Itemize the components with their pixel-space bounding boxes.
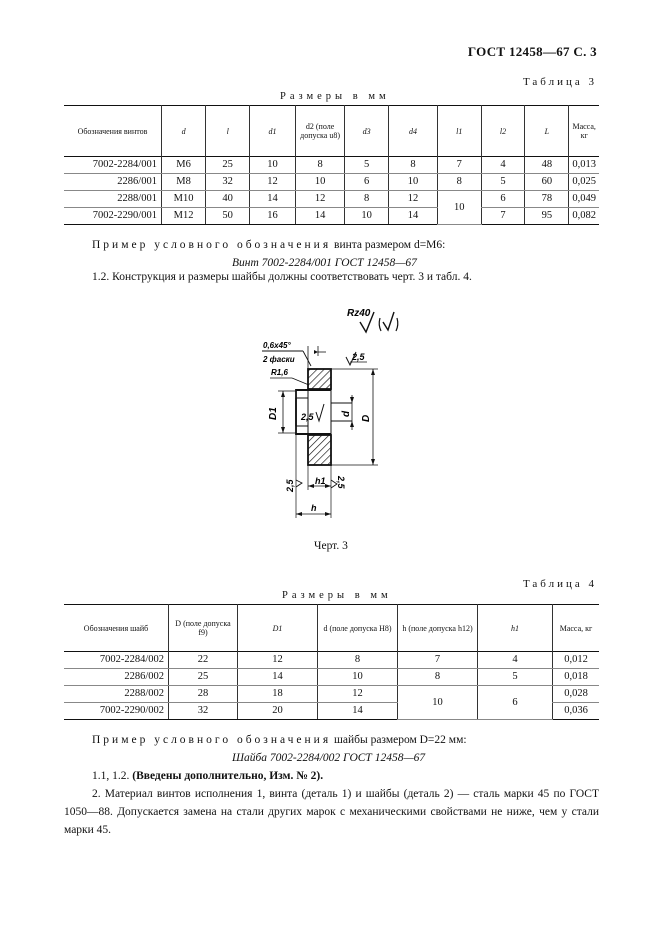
cell: 7 — [481, 208, 525, 225]
table3-col-8: l2 — [481, 106, 525, 157]
cell: 0,049 — [569, 191, 599, 208]
paren-left-icon — [379, 318, 381, 331]
cell: 20 — [238, 703, 318, 720]
table4-col-0: Обозначения шайб — [83, 623, 149, 633]
cell: 0,028 — [553, 686, 600, 703]
cell: 60 — [525, 174, 569, 191]
inner-roughness-label: 2,5 — [301, 412, 314, 422]
example2-rest: шайбы размером D=22 мм: — [334, 734, 467, 746]
cell: 10 — [295, 174, 344, 191]
table-row — [64, 669, 599, 686]
cell: 14 — [295, 208, 344, 225]
dim-d: d — [341, 410, 352, 417]
table4-col-6: Масса, кг — [553, 605, 600, 652]
cell: 10 — [389, 174, 438, 191]
cell: 10 — [345, 208, 389, 225]
roughness-check-icon — [383, 312, 394, 330]
table4-col-1: D (поле допуска f9) — [169, 605, 238, 652]
table4-caption: Таблица 4 — [522, 578, 597, 590]
table-row — [64, 174, 599, 191]
cell: 7 — [437, 157, 481, 174]
table-row — [64, 208, 599, 225]
example1-rest: винта размером d=M6: — [334, 239, 446, 251]
table-row — [64, 157, 599, 174]
example1-spaced: Пример условного обозначения — [92, 239, 332, 251]
cell: 32 — [206, 174, 250, 191]
cell: 16 — [250, 208, 296, 225]
cell: 0,018 — [553, 669, 600, 686]
cell: M10 — [161, 191, 205, 208]
table4-col-4: h (поле допуска h12) — [398, 605, 478, 652]
cell: 14 — [238, 669, 318, 686]
cell: 10 — [398, 686, 478, 720]
table4-col-5: h1 — [478, 605, 553, 652]
cell: 8 — [389, 157, 438, 174]
dim-D: D — [361, 414, 372, 422]
cell: 50 — [206, 208, 250, 225]
para-1-1-1-2-note: (Введены дополнительно, Изм. № 2). — [132, 770, 324, 782]
cell: 8 — [295, 157, 344, 174]
cell: 8 — [345, 191, 389, 208]
cell: 14 — [318, 703, 398, 720]
table-row — [64, 191, 599, 208]
cell: 12 — [295, 191, 344, 208]
cell: 7002-2284/002 — [64, 652, 169, 669]
cell: 6 — [478, 686, 553, 720]
para-1-1-1-2-number: 1.1, 1.2. — [92, 770, 130, 782]
cell: 0,082 — [569, 208, 599, 225]
table-row — [64, 686, 599, 703]
table3-col-9: L — [525, 106, 569, 157]
cell: 8 — [398, 669, 478, 686]
cell: 14 — [250, 191, 296, 208]
example1-designation: Винт 7002-2284/001 ГОСТ 12458—67 — [232, 257, 417, 269]
cell: 12 — [250, 174, 296, 191]
roughness-label: Rz40 — [347, 308, 371, 319]
cell: 4 — [481, 157, 525, 174]
cell: M12 — [161, 208, 205, 225]
cell: 22 — [169, 652, 238, 669]
table4-dims-label: Размеры в мм — [282, 590, 392, 601]
cell: 78 — [525, 191, 569, 208]
page-header: ГОСТ 12458—67 С. 3 — [467, 44, 597, 59]
cell: 5 — [345, 157, 389, 174]
washer-drawing — [240, 300, 440, 525]
cell: 8 — [437, 174, 481, 191]
bottom-left-roughness-label: 2,5 — [285, 479, 295, 492]
outer-roughness-label: 2,5 — [352, 352, 365, 362]
cell: 12 — [318, 686, 398, 703]
cell: 2288/002 — [64, 686, 169, 703]
radius-label: R1,6 — [271, 368, 288, 377]
cell: M6 — [161, 157, 205, 174]
cell: 95 — [525, 208, 569, 225]
cell: 28 — [169, 686, 238, 703]
paragraph-2: 2. Материал винтов исполнения 1, винта (деталь 1) и шайбы (деталь 2) — сталь марки 45 по ГОСТ 1050—88. Допускается замена на стали других марок с механическими свойствами не ниже, чем у стали марки 45. — [64, 788, 599, 836]
table3-col-10: Масса, кг — [569, 106, 599, 157]
cell: 10 — [318, 669, 398, 686]
cell: M8 — [161, 174, 205, 191]
cell: 10 — [437, 191, 481, 225]
table3-col-4: d2 (поле допуска u8) — [295, 106, 344, 157]
chamfer-label: 0,6х45° — [263, 341, 291, 350]
table3-col-1: d — [161, 106, 205, 157]
cell: 0,036 — [553, 703, 600, 720]
table4-col-3: d (поле допуска H8) — [318, 605, 398, 652]
cell: 25 — [169, 669, 238, 686]
table3 — [64, 105, 599, 225]
table3-dims-label: Размеры в мм — [280, 91, 390, 102]
table3-col-0: Обозначения винтов — [77, 126, 148, 136]
cell: 2288/001 — [64, 191, 161, 208]
cell: 6 — [481, 191, 525, 208]
cell: 18 — [238, 686, 318, 703]
cell: 7 — [398, 652, 478, 669]
cell: 48 — [525, 157, 569, 174]
example2-spaced: Пример условного обозначения — [92, 734, 332, 746]
paren-right-icon — [396, 318, 398, 331]
cell: 6 — [345, 174, 389, 191]
dim-h1: h1 — [315, 476, 326, 486]
cell: 32 — [169, 703, 238, 720]
cell: 2286/002 — [64, 669, 169, 686]
table4 — [64, 604, 599, 720]
cell: 40 — [206, 191, 250, 208]
drawing-caption: Черт. 3 — [314, 540, 348, 552]
cell: 7002-2290/002 — [64, 703, 169, 720]
table3-col-7: l1 — [437, 106, 481, 157]
cell: 12 — [238, 652, 318, 669]
dim-h: h — [311, 503, 317, 513]
cell: 7002-2290/001 — [64, 208, 161, 225]
table3-caption: Таблица 3 — [522, 76, 597, 88]
example1-line — [92, 236, 445, 254]
cell: 2286/001 — [64, 174, 161, 191]
table3-col-6: d4 — [389, 106, 438, 157]
chamfer-note: 2 фаски — [263, 355, 295, 364]
cell: 10 — [250, 157, 296, 174]
table3-col-5: d3 — [345, 106, 389, 157]
cell: 0,025 — [569, 174, 599, 191]
cell: 14 — [389, 208, 438, 225]
cell: 25 — [206, 157, 250, 174]
table3-col-2: l — [206, 106, 250, 157]
paragraph-1-1-1-2 — [92, 767, 323, 785]
cell: 8 — [318, 652, 398, 669]
paragraph-1-2: 1.2. Конструкция и размеры шайбы должны соответствовать черт. 3 и табл. 4. — [92, 271, 472, 283]
example2-line — [92, 731, 467, 749]
cell: 12 — [389, 191, 438, 208]
cell: 5 — [481, 174, 525, 191]
cell: 4 — [478, 652, 553, 669]
table-row — [64, 652, 599, 669]
cell: 0,013 — [569, 157, 599, 174]
example2-designation: Шайба 7002-2284/002 ГОСТ 12458—67 — [232, 752, 426, 764]
cell: 7002-2284/001 — [64, 157, 161, 174]
table3-col-3: d1 — [250, 106, 296, 157]
cell: 5 — [478, 669, 553, 686]
cell: 0,012 — [553, 652, 600, 669]
bottom-right-roughness-label: 2,5 — [336, 476, 346, 489]
dim-D1: D1 — [268, 407, 279, 420]
table4-col-2: D1 — [238, 605, 318, 652]
